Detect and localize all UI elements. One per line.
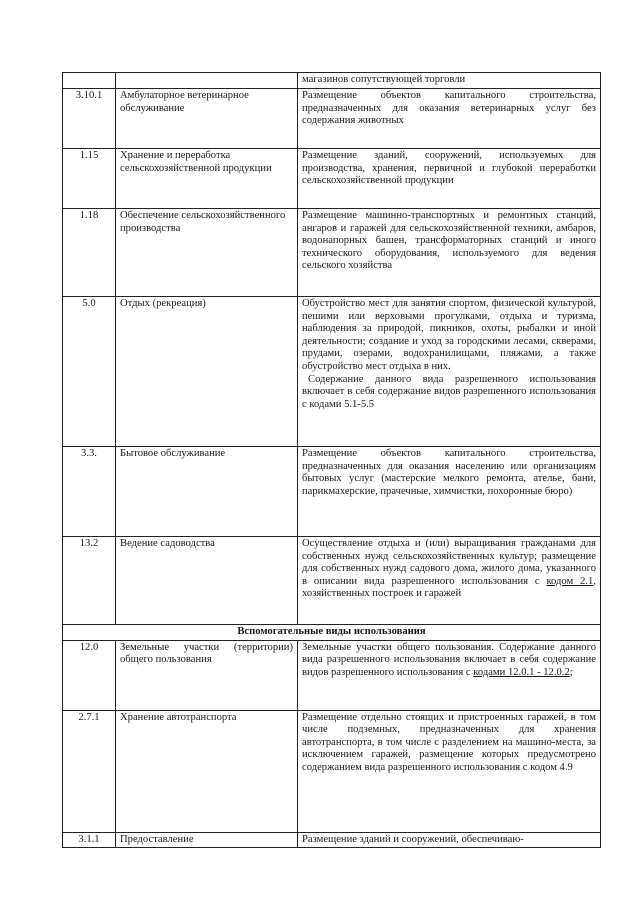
code-reference-link: кодом 2.1 xyxy=(546,575,594,587)
table-row xyxy=(63,149,601,209)
row-description xyxy=(298,640,601,710)
row-name: Амбулаторное ветеринарное обслуживание xyxy=(116,89,298,149)
row-description xyxy=(298,297,601,447)
row-description-note: Содержание данного вида разрешенного использования включает в себя содержание видов разрешенного использования с кодами 5.1-5.5 xyxy=(302,373,596,410)
row-code: 1.15 xyxy=(63,149,116,209)
row-code: 13.2 xyxy=(63,537,116,625)
table-row xyxy=(63,832,601,848)
table-row xyxy=(63,73,601,89)
row-description: Размещение объектов капитального строительства, предназначенных для оказания ветеринарных услуг без содержания животных xyxy=(298,89,601,149)
row-description-part: Земельные участки общего пользования. Содержание данного вида разрешенного использования включает в себя содержание видов разрешенного использования с xyxy=(302,641,596,678)
table-row xyxy=(63,640,601,710)
table-row xyxy=(63,89,601,149)
row-code: 3.10.1 xyxy=(63,89,116,149)
row-description: Размещение зданий и сооружений, обеспечиваю- xyxy=(298,832,601,848)
row-name: Ведение садоводства xyxy=(116,537,298,625)
row-description: Размещение отдельно стоящих и пристроенных гаражей, в том числе подземных, предназначенных для хранения автотранспорта, в том числе с разделением на машино-места, за исключением гаражей, размещение которых предусмотрено содержанием вида разрешенного использования с кодом 4.9 xyxy=(298,710,601,832)
row-name xyxy=(116,73,298,89)
row-name: Обеспечение сельскохозяйственного производства xyxy=(116,209,298,297)
row-description-part: Осуществление отдыха и (или) выращивания гражданами для собственных нужд сельскохозяйственных культур; размещение для собственных нужд садового дома, жилого дома, указанного в описании вида разрешенного использования с xyxy=(302,538,596,587)
section-header-row xyxy=(63,625,601,641)
row-name: Бытовое обслуживание xyxy=(116,447,298,537)
row-description: Размещение зданий, сооружений, используемых для производства, хранения, первичной и глубокой переработки сельскохозяйственной продукции xyxy=(298,149,601,209)
row-description-part: Обустройство мест для занятия спортом, физической культурой, пешими или верховыми прогулками, отдыха и туризма, наблюдения за природой, пикников, охоты, рыбалки и иной деятельности; создание и уход за городскими лесами, скверами, прудами, озерами, водохранилищами, пляжами, а также обустройство мест отдыха в них. xyxy=(302,298,596,372)
row-description-part: , хозяйственных построек и гаражей xyxy=(302,575,596,600)
row-name: Предоставление xyxy=(116,832,298,848)
row-code: 1.18 xyxy=(63,209,116,297)
row-code: 5.0 xyxy=(63,297,116,447)
code-reference-link: кодами 12.0.1 - 12.0.2 xyxy=(473,666,570,678)
row-name: Хранение и переработка сельскохозяйственной продукции xyxy=(116,149,298,209)
row-description: магазинов сопутствующей торговли xyxy=(298,73,601,89)
row-code: 3.3. xyxy=(63,447,116,537)
table-row xyxy=(63,710,601,832)
table-row xyxy=(63,537,601,625)
row-name: Отдых (рекреация) xyxy=(116,297,298,447)
row-description xyxy=(298,537,601,625)
table-row xyxy=(63,297,601,447)
land-use-table xyxy=(62,72,601,848)
section-title: Вспомогательные виды использования xyxy=(63,625,601,641)
row-code: 12.0 xyxy=(63,640,116,710)
row-description-part: ; xyxy=(569,666,573,678)
table-row xyxy=(63,209,601,297)
row-code xyxy=(63,73,116,89)
row-name: Хранение автотранспорта xyxy=(116,710,298,832)
row-code: 3.1.1 xyxy=(63,832,116,848)
row-code: 2.7.1 xyxy=(63,710,116,832)
table-row xyxy=(63,447,601,537)
row-name: Земельные участки (территории) общего пользования xyxy=(116,640,298,710)
row-description: Размещение машинно-транспортных и ремонтных станций, ангаров и гаражей для сельскохозяйственной техники, амбаров, водонапорных башен, трансформаторных станций и иного технического оборудования, используемого для ведения сельского хозяйства xyxy=(298,209,601,297)
row-description: Размещение объектов капитального строительства, предназначенных для оказания населению или организациям бытовых услуг (мастерские мелкого ремонта, ателье, бани, парикмахерские, прачечные, химчистки, похоронные бюро) xyxy=(298,447,601,537)
